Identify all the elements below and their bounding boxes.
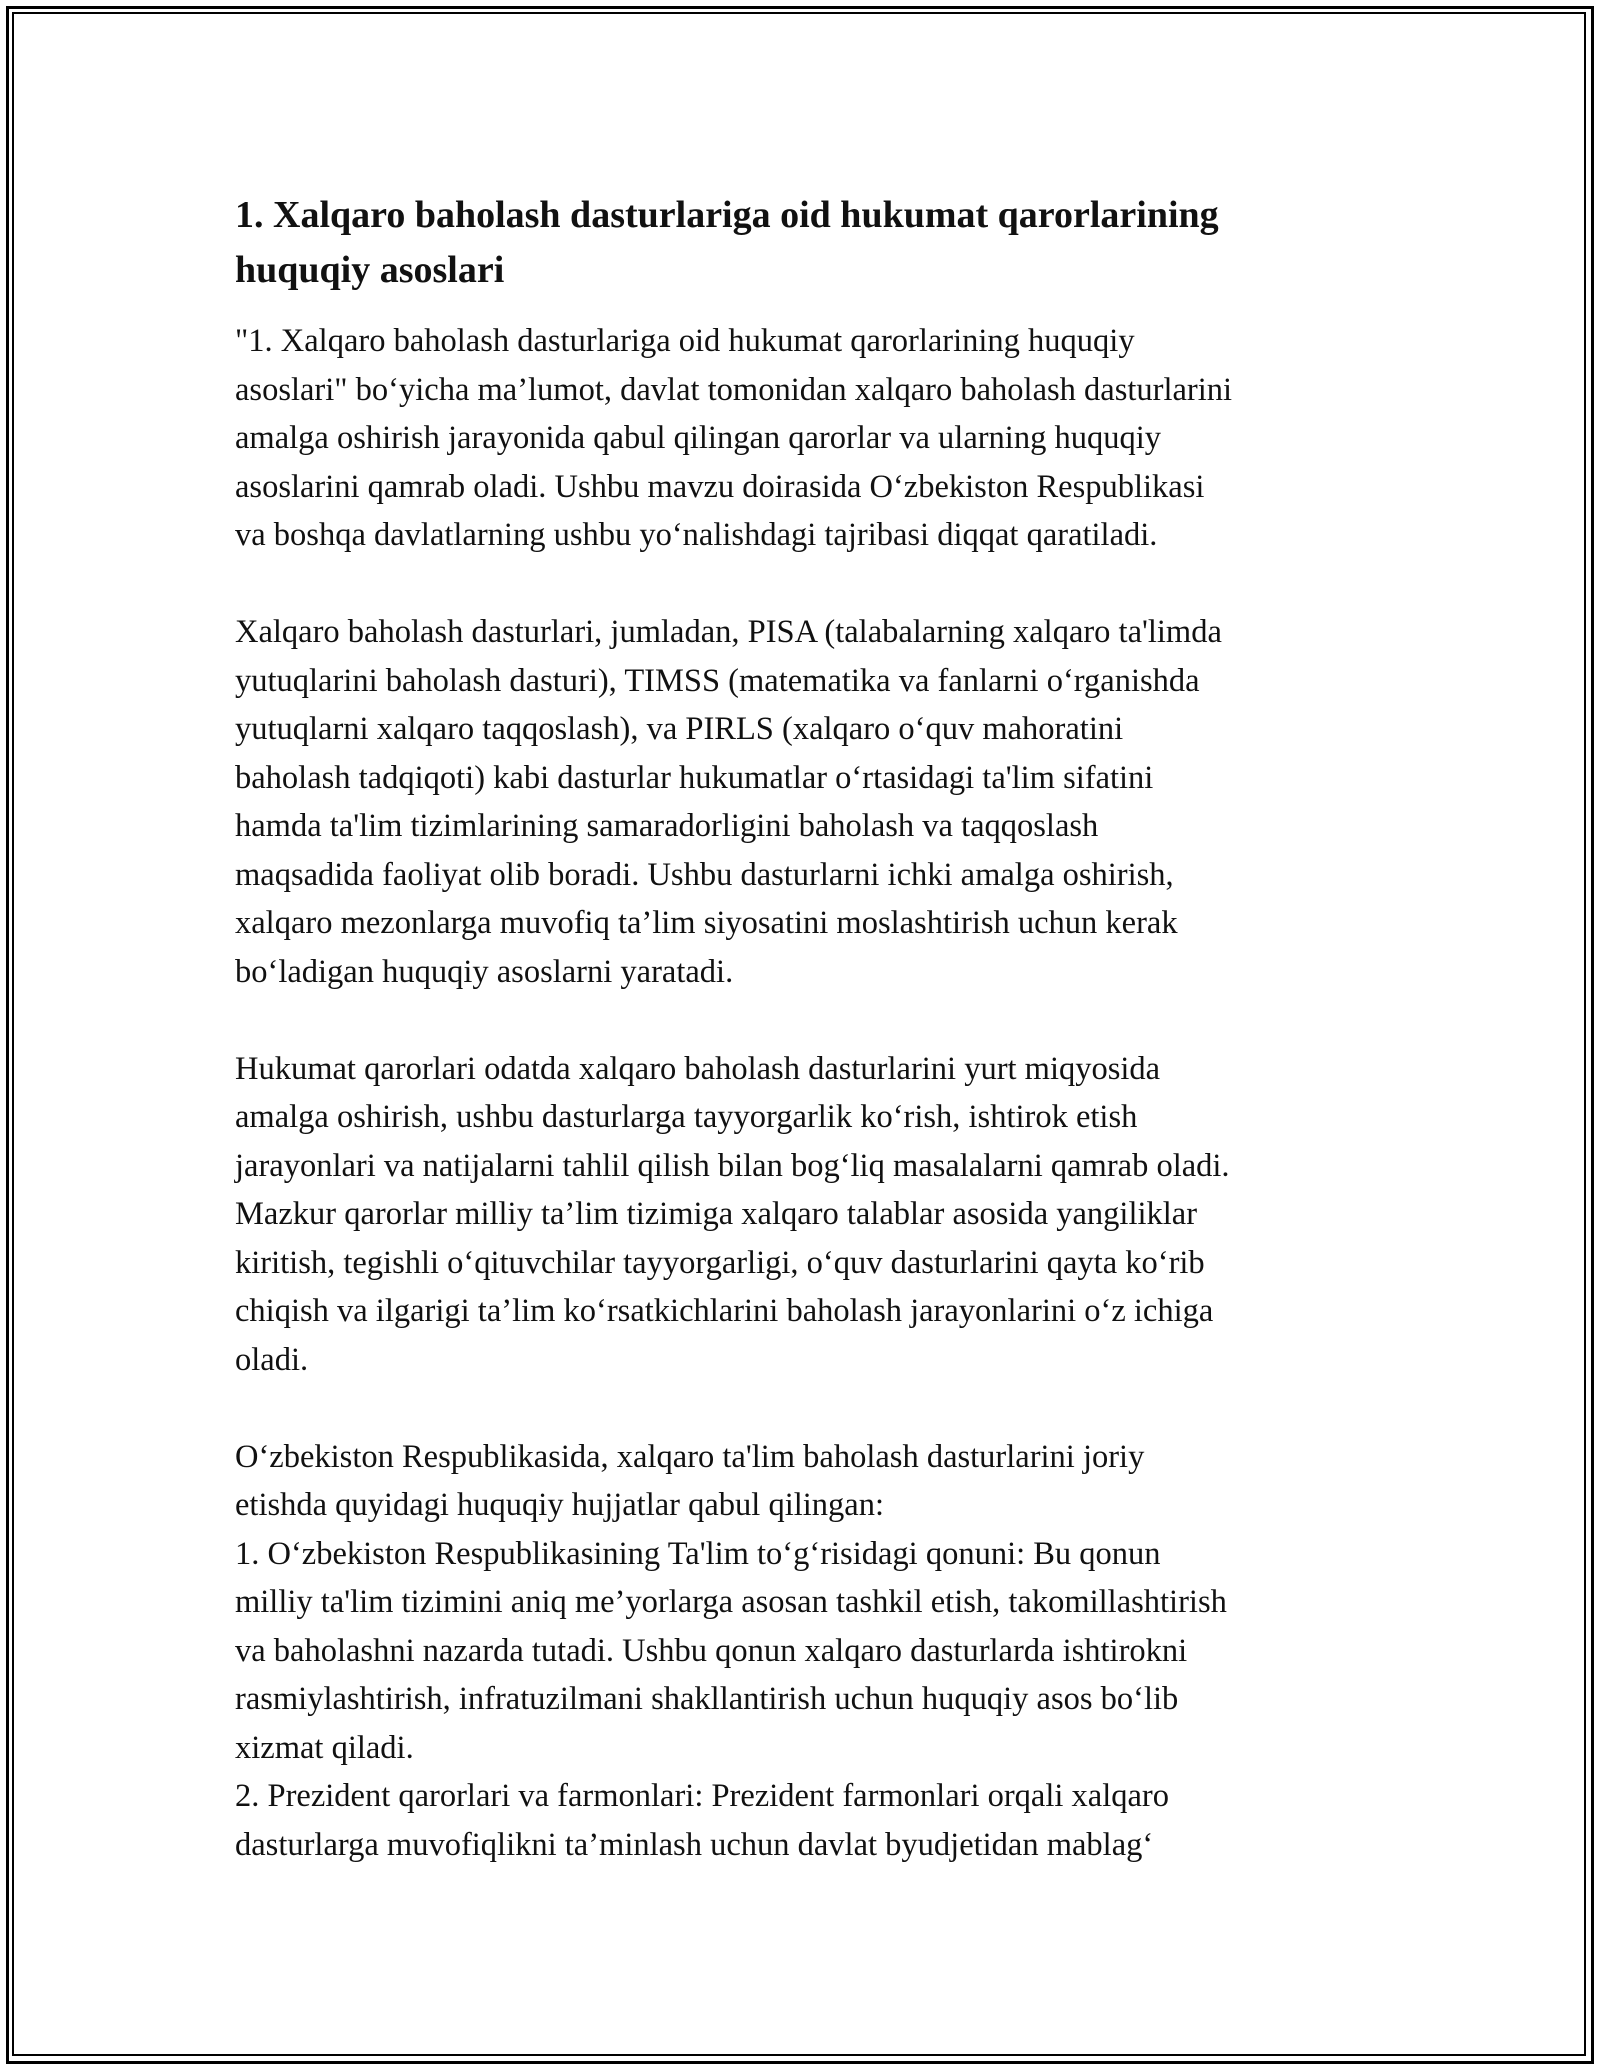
heading-line: 1. Xalqaro baholash dasturlariga oid hukumat qarorlarining <box>235 194 1219 236</box>
text-line: etishda quyidagi huquqiy hujjatlar qabul qilingan: <box>235 1487 884 1523</box>
text-line: bo‘ladigan huquqiy asoslarni yaratadi. <box>235 953 734 990</box>
text-line: asoslarini qamrab oladi. Ushbu mavzu doirasida O‘zbekiston Respublikasi <box>235 468 1205 505</box>
paragraph-legal-documents <box>235 1433 1365 1870</box>
text-line: chiqish va ilgarigi ta’lim ko‘rsatkichlarini baholash jarayonlarini o‘z ichiga <box>235 1293 1214 1329</box>
text-line: Mazkur qarorlar milliy ta’lim tizimiga xalqaro talablar asosida yangiliklar <box>235 1196 1198 1232</box>
paragraph-programs <box>235 608 1365 996</box>
text-line: amalga oshirish jarayonida qabul qilingan qarorlar va ularning huquqiy <box>235 420 1161 456</box>
text-line: milliy ta'lim tizimini aniq me’yorlarga asosan tashkil etish, takomillashtirish <box>235 1584 1227 1620</box>
text-line: asoslari" bo‘yicha ma’lumot, davlat tomonidan xalqaro baholash dasturlarini <box>235 371 1233 408</box>
text-line: xizmat qiladi. <box>235 1729 414 1766</box>
text-line: O‘zbekiston Respublikasida, xalqaro ta'lim baholash dasturlarini joriy <box>235 1438 1145 1475</box>
paragraph-intro <box>235 317 1365 560</box>
text-line: Xalqaro baholash dasturlari, jumladan, PISA (talabalarning xalqaro ta'limda <box>235 614 1222 650</box>
text-line: va baholashni nazarda tutadi. Ushbu qonun xalqaro dasturlarda ishtirokni <box>235 1632 1188 1669</box>
text-line: "1. Xalqaro baholash dasturlariga oid hukumat qarorlarining huquqiy <box>235 323 1135 359</box>
text-line: rasmiylashtirish, infratuzilmani shakllantirish uchun huquqiy asos bo‘lib <box>235 1681 1179 1717</box>
text-line: kiritish, tegishli o‘qituvchilar tayyorgarligi, o‘quv dasturlarini qayta ko‘rib <box>235 1244 1205 1281</box>
text-line: Hukumat qarorlari odatda xalqaro baholash dasturlarini yurt miqyosida <box>235 1050 1161 1087</box>
text-line: maqsadida faoliyat olib boradi. Ushbu dasturlarni ichki amalga oshirish, <box>235 856 1174 893</box>
section-heading <box>235 188 1365 298</box>
text-line: baholash tadqiqoti) kabi dasturlar hukumatlar o‘rtasidagi ta'lim sifatini <box>235 759 1154 796</box>
text-line: xalqaro mezonlarga muvofiq ta’lim siyosatini moslashtirish uchun kerak <box>235 905 1178 941</box>
text-line: amalga oshirish, ushbu dasturlarga tayyorgarlik ko‘rish, ishtirok etish <box>235 1099 1138 1135</box>
text-line: va boshqa davlatlarning ushbu yo‘nalishdagi tajribasi diqqat qaratiladi. <box>235 517 1158 553</box>
document-body <box>235 188 1365 1918</box>
text-line: hamda ta'lim tizimlarining samaradorligini baholash va taqqoslash <box>235 808 1099 844</box>
heading-line: huquqiy asoslari <box>235 249 505 291</box>
paragraph-decisions <box>235 1045 1365 1385</box>
text-line: yutuqlarini baholash dasturi), TIMSS (matematika va fanlarni o‘rganishda <box>235 662 1200 699</box>
text-line: dasturlarga muvofiqlikni ta’minlash uchun davlat byudjetidan mablag‘ <box>235 1826 1154 1863</box>
text-line: jarayonlari va natijalarni tahlil qilish bilan bog‘liq masalalarni qamrab oladi. <box>235 1147 1230 1184</box>
list-item-line: 2. Prezident qarorlari va farmonlari: Prezident farmonlari orqali xalqaro <box>235 1778 1169 1814</box>
text-line: yutuqlarni xalqaro taqqoslash), va PIRLS (xalqaro o‘quv mahoratini <box>235 711 1124 747</box>
text-line: oladi. <box>235 1341 309 1378</box>
list-item-line: 1. O‘zbekiston Respublikasining Ta'lim to‘g‘risidagi qonuni: Bu qonun <box>235 1535 1161 1572</box>
